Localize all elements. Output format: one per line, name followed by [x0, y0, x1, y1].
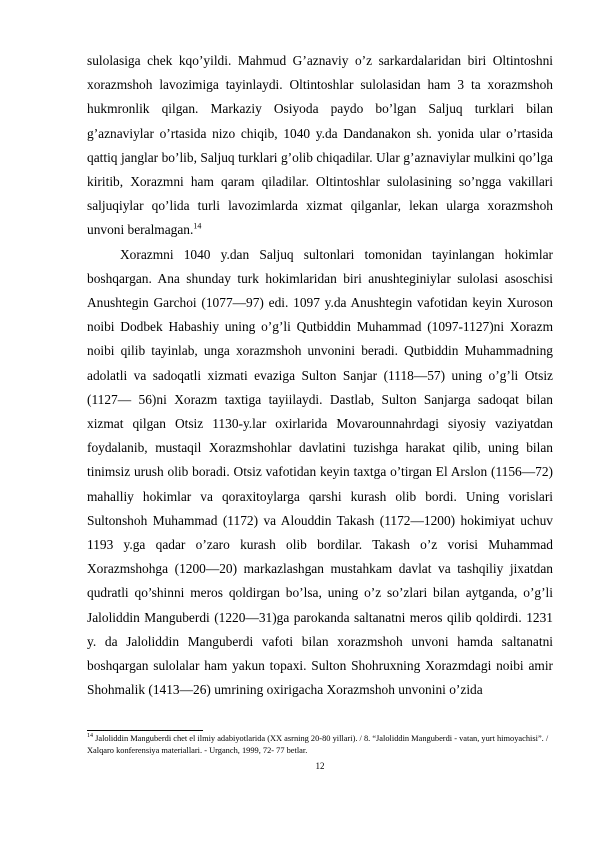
- footnote: [87, 733, 555, 757]
- paragraph-1-text: sulolasiga chek kqo’yildi. Mahmud G’aznaviy o’z sarkardalaridan biri Oltintoshni xorazmshoh lavozimiga tayinlaydi. Oltintoshlar sulolasidan ham 3 ta xorazmshoh hukmronlik qilgan. Markaziy Osiyoda paydo bo’lgan Saljuq turklari bilan g’aznaviylar o’rtasida nizo chiqib, 1040 y.da Dandanakon sh. yonida ular o’rtasida qattiq janglar bo’lib, Saljuq turklari g’olib chiqadilar. Ular g’aznaviylar mulkini qo’lga kiritib, Xorazmni ham qaram qiladilar. Oltintoshlar sulolasining so’ngga vakillari saljuqiylar qo’lida turli lavozimlarda xizmat qilganlar, lekan ularga xorazmshoh unvoni beralmagan.: [87, 53, 553, 238]
- footnote-text: Jaloliddin Manguberdi chet el ilmiy adabiyotlarida (XX asrning 20-80 yillari). / 8. “Jaloliddin Manguberdi - vatan, yurt himoyachisi”. / Xalqaro konferensiya materiallari. - Urganch, 1999, 72- 77 betlar.: [87, 734, 549, 756]
- footnote-reference: 14: [193, 221, 202, 231]
- main-text: [87, 49, 553, 702]
- paragraph-2: Xorazmni 1040 y.dan Saljuq sultonlari tomonidan tayinlangan hokimlar boshqargan. Ana shunday turk hokimlaridan biri anushteginiylar sulolasi asoschisi Anushtegin Garchoi (1077—97) edi. 1097 y.da Anushtegin vafotidan keyin Xuroson noibi Dodbek Habashiy uning o’g’li Qutbiddin Muhammad (1097-1127)ni Xorazm noibi qilib tayinlab, unga xorazmshoh unvonini beradi. Qutbiddin Muhammadning adolatli va sadoqatli xizmati evaziga Sulton Sanjar (1118—57) uning o’g’li Otsiz (1127— 56)ni Xorazm taxtiga tayiilaydi. Dastlab, Sulton Sanjarga sadoqat bilan xizmat qilgan Otsiz 1130-y.lar oxirlarida Movarounnahrdagi siyosiy vaziyatdan foydalanib, mustaqil Xorazmshohlar davlatini tuzishga harakat qilib, uning bilan tinimsiz urush olib boradi. Otsiz vafotidan keyin taxtga o’tirgan El Arslon (1156—72) mahalliy hokimlar va qoraxitoylarga qarshi kurash olib bordi. Uning vorislari Sultonshoh Muhammad (1172) va Alouddin Takash (1172—1200) hokimiyat uchuv 1193 y.ga qadar o’zaro kurash olib bordilar. Takash o’z vorisi Muhammad Xorazmshohga (1200—20) markazlashgan mustahkam davlat va tashqiliy jixatdan qudratli qo’shinni meros qoldirgan bo’lsa, uning o’z so’zlari bilan aytganda, o’g’li Jaloliddin Manguberdi (1220—31)ga parokanda saltanatni meros qilib qoldirdi. 1231 y. da Jaloliddin Manguberdi vafoti bilan xorazmshoh unvoni hamda saltanatni boshqargan sulolalar ham yakun topaxi. Sulton Shohruxning Xorazmdagi noibi amir Shohmalik (1413—26) umrining oxirigacha Xorazmshoh unvonini o’zida: [87, 246, 553, 698]
- page-number: 12: [315, 761, 325, 771]
- paragraph-1: [87, 49, 553, 243]
- footnote-separator: [87, 730, 203, 731]
- footnote-mark: 14: [87, 733, 93, 740]
